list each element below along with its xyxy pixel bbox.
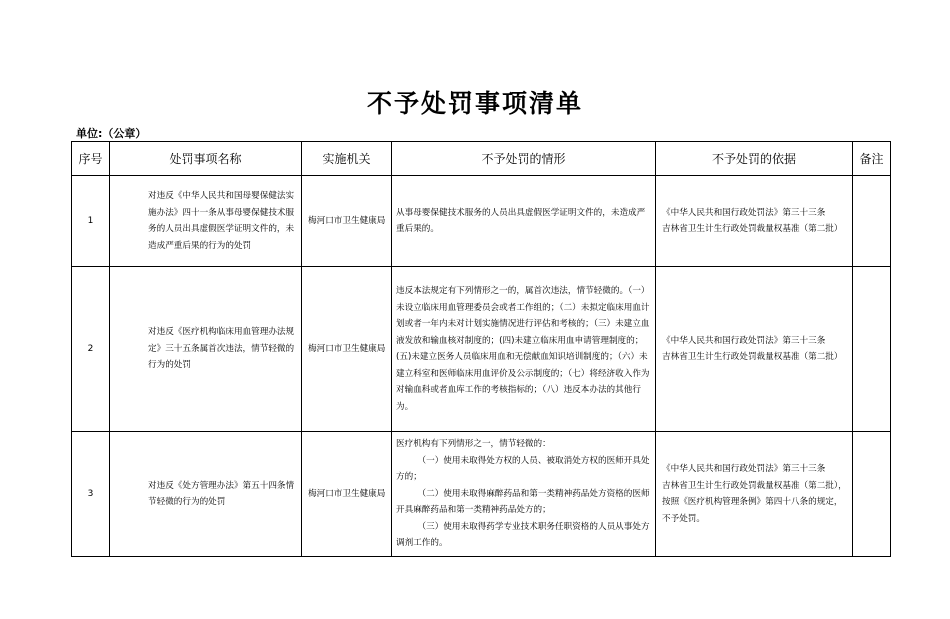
situation-item: （二）使用未取得麻醉药品和第一类精神药品处方资格的医师开具麻醉药品和第一类精神药品处方的； [396,488,650,516]
situation-item: （三）使用未取得药学专业技术职务任职资格的人员从事处方调剂工作的。 [396,521,650,549]
situation-item: （一）使用未取得处方权的人员、被取消处方权的医师开具处方的； [396,455,650,483]
basis-line: 《中华人民共和国行政处罚法》第三十三条 [662,464,826,474]
exemption-basis [656,432,853,557]
implementing-agency: 梅河口市卫生健康局 [302,432,392,557]
basis-line: 《中华人民共和国行政处罚法》第三十三条 [662,207,826,218]
implementing-agency: 梅河口市卫生健康局 [302,176,392,267]
penalty-item-name: 对违反《医疗机构临床用血管理办法规定》三十五条属首次违法，情节轻微的行为的处罚 [110,267,302,432]
penalty-item-name: 对违反《中华人民共和国母婴保健法实施办法》四十一条从事母婴保健技术服务的人员出具虚假医学证明文件的，未造成严重后果的行为的处罚 [110,176,302,267]
header-situation: 不予处罚的情形 [392,142,656,176]
exemption-situation: 从事母婴保健技术服务的人员出具虚假医学证明文件的，未造成严重后果的。 [392,176,656,267]
table-header-row [72,142,891,176]
header-agency: 实施机关 [302,142,392,176]
exemption-situation: 违反本法规定有下列情形之一的，属首次违法，情节轻微的。（一）未设立临床用血管理委员会或者工作组的；（二）未拟定临床用血计划或者一年内未对计划实施情况进行评估和考核的；（三）未建立血液发放和输血核对制度的；(四)未建立临床用血申请管理制度的；(五)未建立医务人员临床用血和无偿献血知识培训制度的；（六）未建立科室和医师临床用血评价及公示制度的；（七）将经济收入作为对输血科或者血库工作的考核指标的；（八）违反本办法的其他行为。 [392,267,656,432]
row-number: 3 [72,432,110,557]
header-no: 序号 [72,142,110,176]
basis-line: 吉林省卫生计生行政处罚裁量权基准（第二批） [662,224,843,234]
header-basis: 不予处罚的依据 [656,142,853,176]
exemption-situation [392,432,656,557]
row-number: 2 [72,267,110,432]
remark-cell [853,176,891,267]
exemption-basis [656,176,853,267]
basis-line: 《中华人民共和国行政处罚法》第三十三条 [662,335,826,346]
header-remark: 备注 [853,142,891,176]
table-row [72,176,891,267]
remark-cell [853,267,891,432]
row-number: 1 [72,176,110,267]
table-row [72,267,891,432]
basis-line: 吉林省卫生计生行政处罚裁量权基准（第二批），按照《医疗机构管理条例》第四十八条的规定，不予处罚。 [662,480,847,524]
exemption-basis [656,267,853,432]
remark-cell [853,432,891,557]
penalty-item-name: 对违反《处方管理办法》第五十四条情节轻微的行为的处罚 [110,432,302,557]
situation-intro: 医疗机构有下列情形之一，情节轻微的： [396,439,551,450]
penalty-table [71,141,891,557]
table-row [72,432,891,557]
implementing-agency: 梅河口市卫生健康局 [302,267,392,432]
unit-label: 单位:（公章） [76,127,147,140]
header-item: 处罚事项名称 [110,142,302,176]
basis-line: 吉林省卫生计生行政处罚裁量权基准（第二批） [662,352,843,362]
page-title: 不予处罚事项清单 [366,89,583,118]
